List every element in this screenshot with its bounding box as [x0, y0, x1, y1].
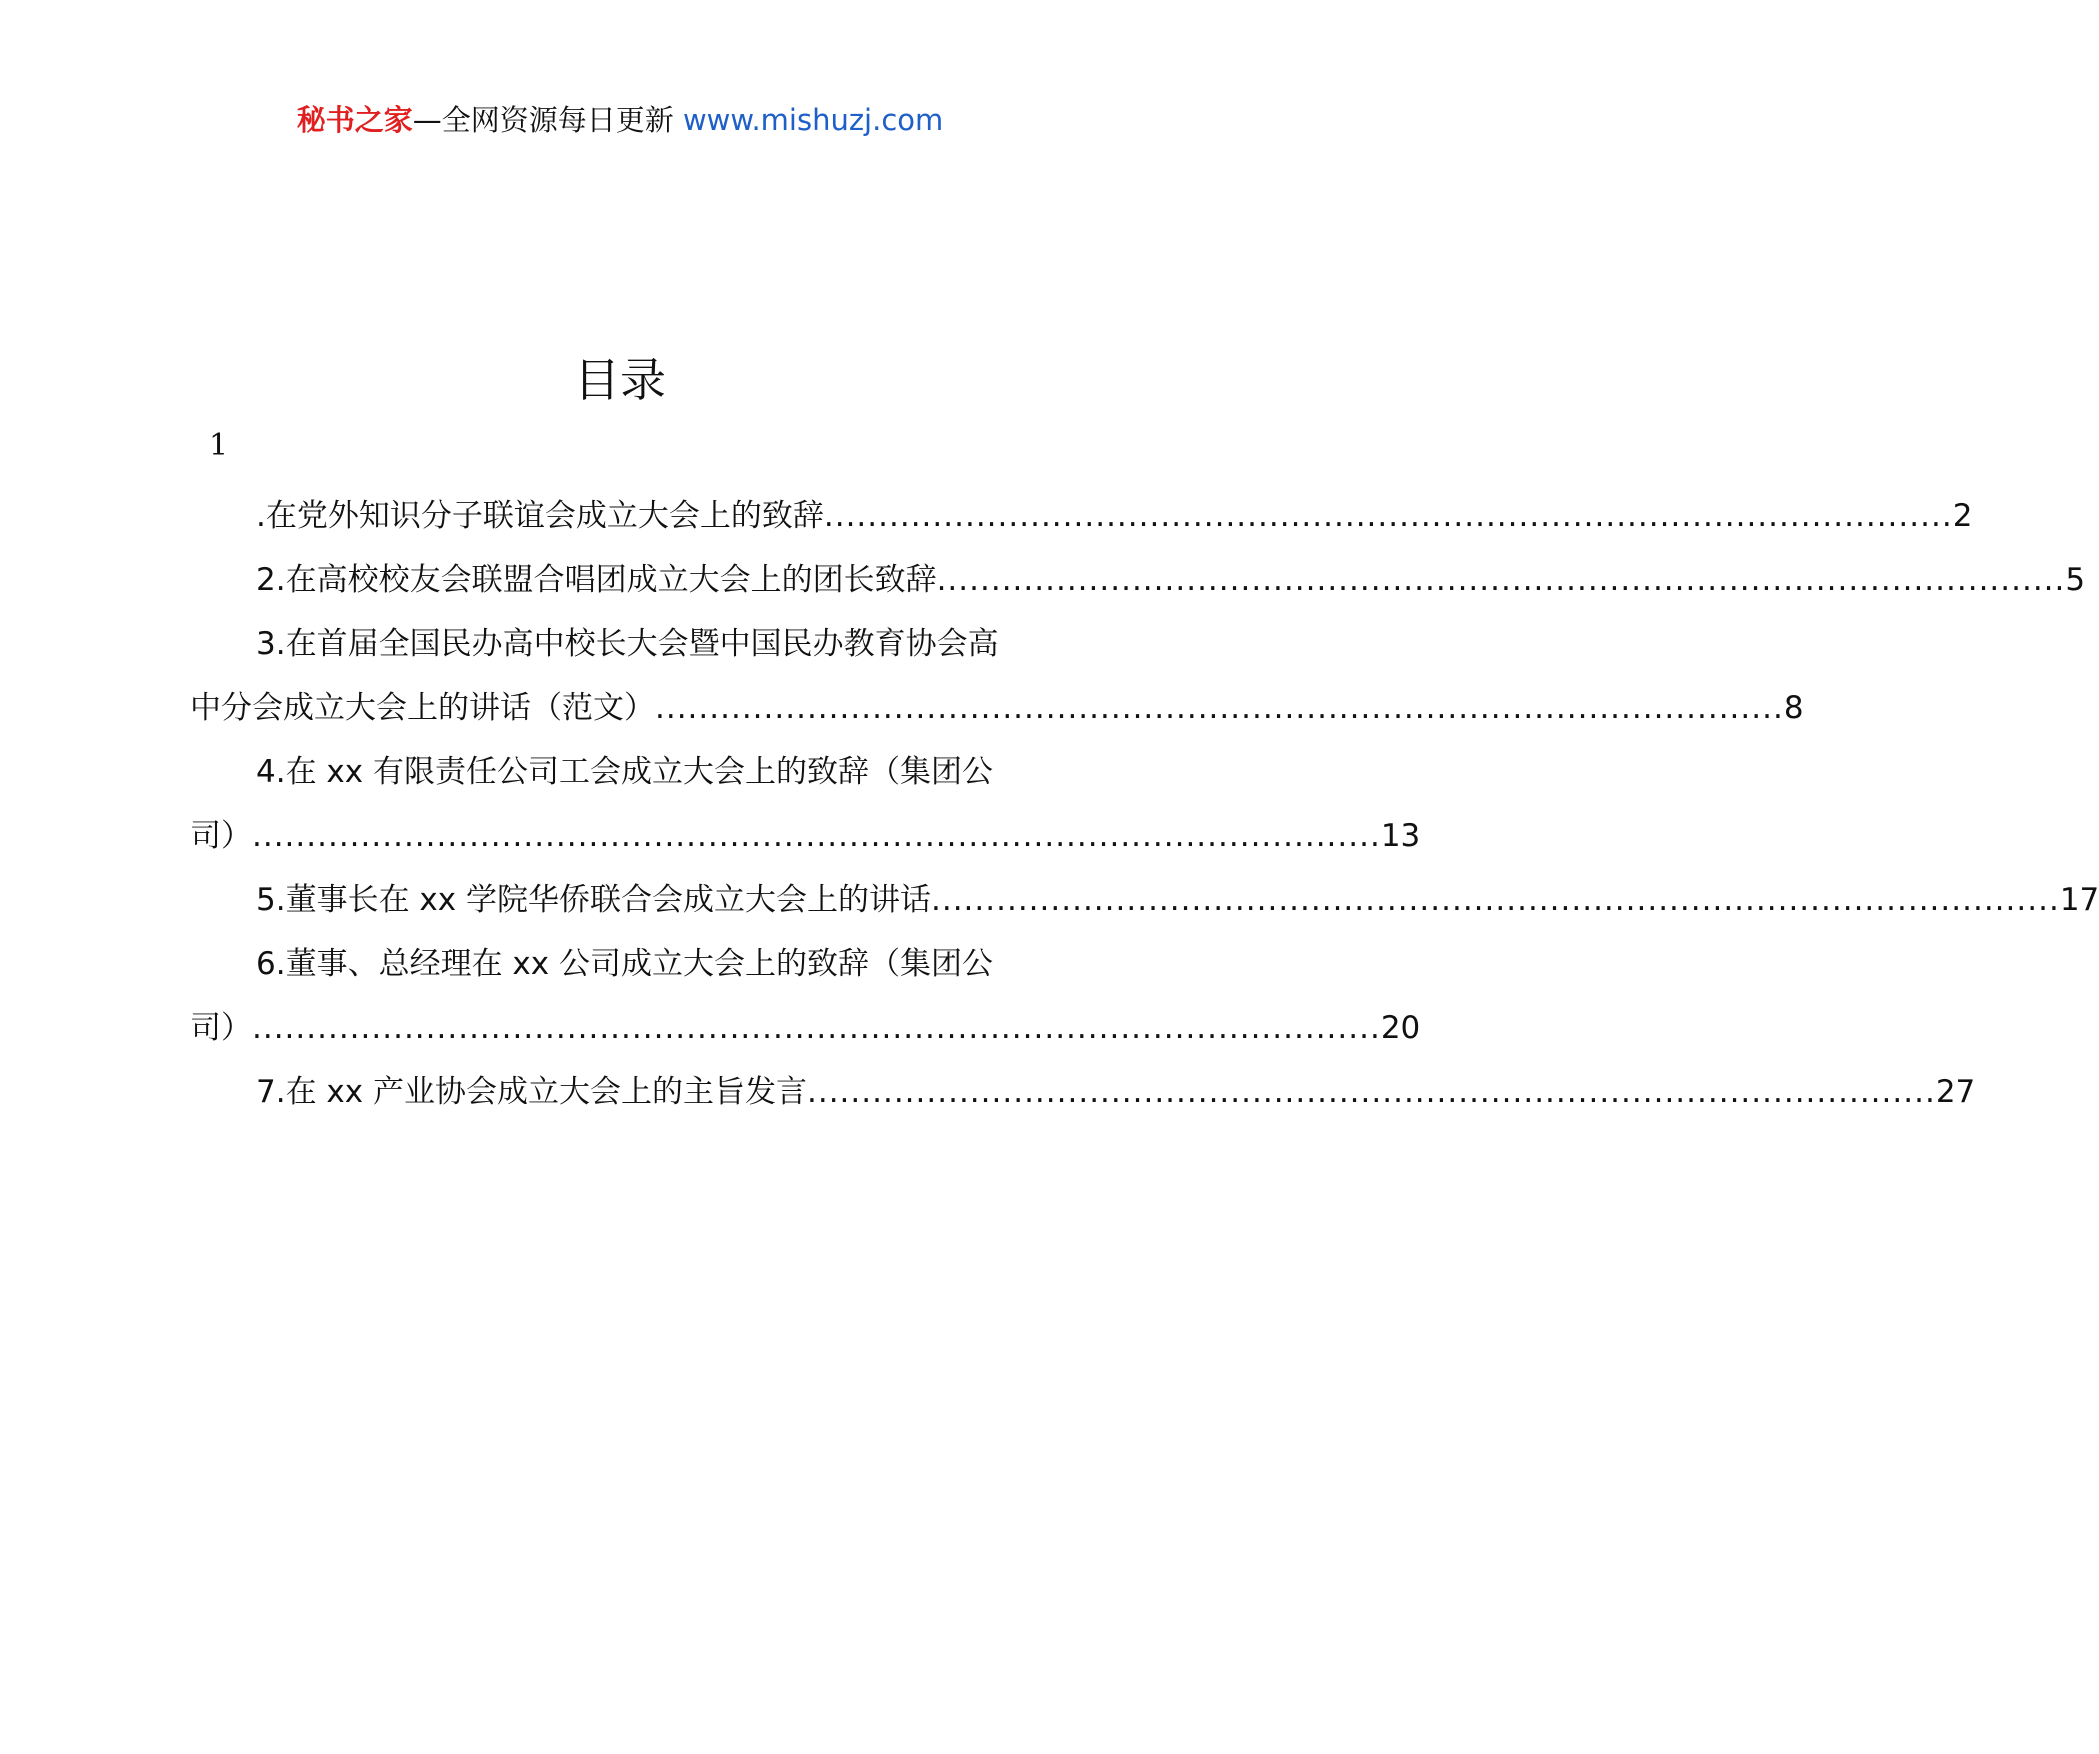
toc-entry-page: 20 [1380, 1010, 1421, 1046]
toc-leader: ........................................................................................................ [936, 562, 2066, 598]
toc-leader: ........................................................................................................ [930, 882, 2060, 918]
toc-entry-title-line: 4.在 xx 有限责任公司工会成立大会上的致辞（集团公 [256, 754, 993, 790]
toc-entry-5[interactable] [190, 868, 2099, 932]
toc-title: 目录 [574, 353, 666, 407]
site-header [0, 100, 1240, 140]
toc-entry-title-line: 中分会成立大会上的讲话（范文） [190, 690, 655, 726]
toc-entry-4[interactable] [190, 740, 1421, 868]
toc-entry-page: 17 [2059, 882, 2099, 918]
toc-entry-3[interactable] [190, 612, 1804, 740]
brand-name: 秘书之家 [296, 103, 413, 137]
toc-entry-page: 8 [1783, 690, 1804, 726]
toc-leader: ........................................................................................................ [252, 1010, 1381, 1046]
header-slogan: —全网资源每日更新 [412, 103, 674, 137]
toc-entry-1[interactable] [190, 484, 1973, 548]
toc-entry-page: 5 [2065, 562, 2086, 598]
page-number: 1 [209, 428, 229, 463]
toc-leader: ........................................................................................................ [655, 690, 1784, 726]
toc-entry-title-line: 6.董事、总经理在 xx 公司成立大会上的致辞（集团公 [256, 946, 993, 982]
toc-entry-title: .在党外知识分子联谊会成立大会上的致辞 [256, 498, 824, 534]
site-url[interactable]: www.mishuzj.com [682, 103, 944, 137]
toc-entry-title: 7.在 xx 产业协会成立大会上的主旨发言 [256, 1074, 807, 1110]
toc-entry-title: 2.在高校校友会联盟合唱团成立大会上的团长致辞 [256, 562, 937, 598]
toc-entry-2[interactable] [190, 548, 2086, 612]
toc-entry-title-line: 3.在首届全国民办高中校长大会暨中国民办教育协会高 [256, 626, 999, 662]
table-of-contents [190, 484, 2099, 1124]
toc-leader: ........................................................................................................ [806, 1074, 1936, 1110]
toc-leader: ........................................................................................................ [252, 818, 1381, 854]
toc-entry-7[interactable] [190, 1060, 1976, 1124]
toc-entry-page: 13 [1380, 818, 1421, 854]
toc-entry-6[interactable] [190, 932, 1421, 1060]
toc-entry-page: 27 [1935, 1074, 1976, 1110]
toc-entry-title: 5.董事长在 xx 学院华侨联合会成立大会上的讲话 [256, 882, 931, 918]
toc-leader: ........................................................................................................ [823, 498, 1953, 534]
toc-entry-title-line: 司） [190, 818, 252, 854]
toc-entry-page: 2 [1952, 498, 1973, 534]
toc-entry-title-line: 司） [190, 1010, 252, 1046]
